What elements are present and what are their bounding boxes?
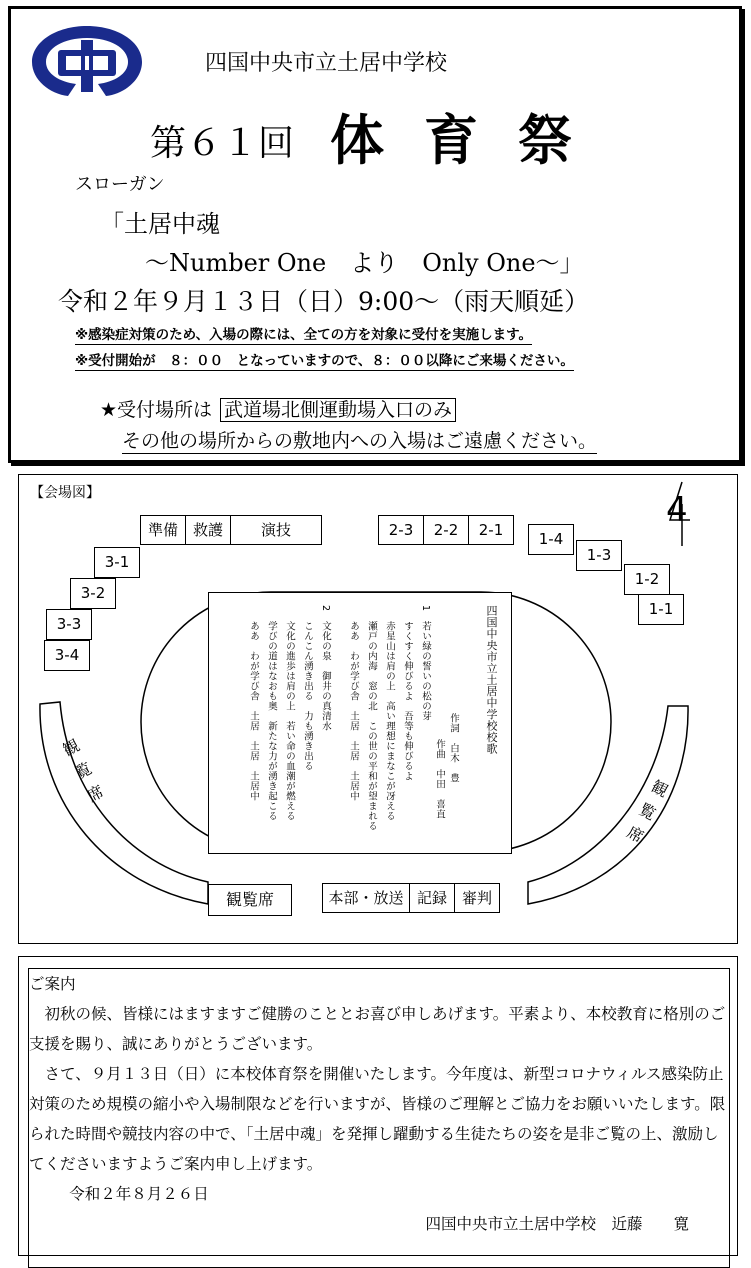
class-1-3: 1-3: [576, 540, 622, 571]
info-paragraph2: さて、９月１３日（日）に本校体育祭を開催いたします。今年度は、新型コロナウィルス感染防止対策のため規模の縮小や入場制限などを行いますが、皆様のご理解とご協力をお願いいたします。限られた時間や競技内容の中で、「土居中魂」を発揮し躍動する生徒たちの姿を是非ご覧の上、激励してくださいますようご案内申し上げます。: [29, 1065, 726, 1173]
verse1-line2: すくすく伸びるよ 吾等も伸びるよ: [402, 621, 413, 781]
title-number: 第６１回: [150, 123, 295, 164]
verse1-line5: ああ わが学び舎 土居 土居 土居中: [348, 621, 359, 801]
reception-line: [100, 395, 456, 422]
class-3-3: 3-3: [46, 609, 92, 640]
info-text: [28, 968, 730, 1268]
tent-hq-broadcast: 本部・放送: [322, 883, 410, 913]
stand-right: [528, 706, 688, 904]
info-heading: ご案内: [29, 975, 76, 993]
class-3-4: 3-4: [44, 640, 90, 671]
tents-left: [140, 515, 322, 545]
verse1-line4: 瀬戸の内海 窓の北 この世の平和が望まれる: [366, 621, 377, 831]
title-main: 体育祭: [330, 109, 613, 172]
seat-right-label: 観覧席: [617, 776, 672, 854]
slogan-label: スローガン: [75, 174, 165, 195]
verse2-line5: ああ わが学び舎 土居 土居 土居中: [248, 621, 259, 801]
event-date: 令和２年９月１３日（日）9:00〜（雨天順延）: [58, 287, 590, 316]
tent-firstaid: 救護: [185, 515, 231, 545]
class-1-2: 1-2: [624, 564, 670, 595]
class-2-2: 2-2: [423, 515, 469, 545]
verse1-line1: 若い緑の誓いの松の芽: [420, 621, 431, 721]
verse2-number: 2: [320, 605, 331, 612]
note-infection: ※感染症対策のため、入場の際には、全ての方を対象に受付を実施します。: [75, 327, 533, 343]
event-title: [150, 94, 612, 171]
stand-left: [40, 702, 208, 904]
note-reception-time: ※受付開始が ８：００ となっていますので、８：００以降にご来場ください。: [75, 353, 574, 369]
verse1-number: 1: [420, 605, 431, 612]
verse2-line1: 文化の泉 御井の真清水: [320, 621, 331, 731]
verse2-line4: 学びの道はなおも奥 新たな力が湧き起こる: [266, 621, 277, 821]
class-2-1: 2-1: [468, 515, 514, 545]
class-3-1: 3-1: [94, 547, 140, 578]
tent-records: 記録: [409, 883, 455, 913]
song-composer: 作曲 中田 喜直: [434, 739, 445, 819]
tents-grade2: [378, 515, 514, 545]
school-logo: [28, 22, 146, 100]
slogan-line2: 〜Number One より Only One〜」: [145, 249, 584, 277]
verse2-line3: 文化の進歩は肩の上 若い命の血潮が燃える: [284, 621, 295, 821]
slogan-line1: 「土居中魂: [100, 210, 220, 238]
seat-bottom-label: 観覧席: [208, 884, 292, 916]
song-title: 四国中央市立土居中学校校歌: [485, 605, 498, 755]
tent-judges: 審判: [454, 883, 500, 913]
info-date: 令和２年８月２６日: [69, 1185, 209, 1203]
tent-performance: 演技: [230, 515, 322, 545]
class-1-1: 1-1: [638, 594, 684, 625]
reception-note: その他の場所からの敷地内への入場はご遠慮ください。: [122, 426, 597, 454]
seat-left-label: 観覧席: [57, 736, 112, 814]
info-paragraph1: 初秋の候、皆様にはますますご健勝のこととお喜び申しあげます。平素より、本校教育に格別のご支援を賜り、誠にありがとうございます。: [29, 1005, 726, 1053]
class-3-2: 3-2: [70, 578, 116, 609]
tent-prep: 準備: [140, 515, 186, 545]
school-name: 四国中央市立土居中学校: [205, 51, 448, 76]
info-signature: 四国中央市立土居中学校 近藤 寛: [425, 1215, 689, 1233]
reception-place: 武道場北側運動場入口のみ: [220, 398, 456, 422]
north-number: 4: [666, 490, 688, 530]
verse2-line2: こんこん湧き出る 力も湧き出る: [302, 621, 313, 771]
tents-bottom: [322, 883, 500, 913]
map-label: 【会場図】: [30, 485, 100, 501]
song-lyricist: 作詞 白木 豊: [448, 713, 459, 783]
class-1-4: 1-4: [528, 524, 574, 555]
field-song-board: [208, 592, 512, 854]
verse1-line3: 赤星山は肩の上 高い理想にまなこが冴える: [384, 621, 395, 821]
reception-label: ★受付場所は: [100, 399, 213, 421]
class-2-3: 2-3: [378, 515, 424, 545]
